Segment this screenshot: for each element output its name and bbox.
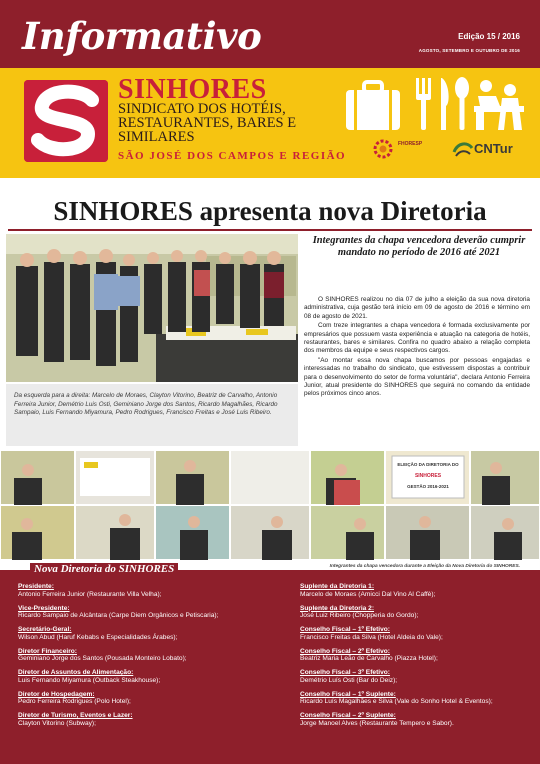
board-member: Conselho Fiscal – 1º Suplente: Ricardo Luís Magalhães e Silva (Vale do Sonho Hotel & Eventos); <box>300 690 493 706</box>
group-photo <box>6 234 298 382</box>
reception-icon <box>474 80 524 130</box>
headline-divider <box>8 229 532 231</box>
board-member: Conselho Fiscal – 2º Efetivo: Beatriz Maria Leão de Carvalho (Piazza Hotel); <box>300 647 438 663</box>
sinhores-logo-icon <box>24 80 108 162</box>
board-member: Suplente da Diretoria 2: José Luiz Ribeiro (Chopperia do Gordo); <box>300 604 419 620</box>
svg-text:ELEIÇÃO DA DIRETORIA DO: ELEIÇÃO DA DIRETORIA DO <box>397 462 459 467</box>
board-title: Nova Diretoria do SINHORES <box>30 563 178 575</box>
org-subtitle: SINDICATO DOS HOTÉIS, RESTAURANTES, BARES E SIMILARES <box>118 101 297 145</box>
edition-number: Edição 15 / 2016 <box>458 32 520 41</box>
board-member: Diretor de Turismo, Eventos e Lazer: Clayton Vitorino (Subway); <box>18 712 133 728</box>
article-body <box>304 296 530 400</box>
edition-date: AGOSTO, SETEMBRO E OUTUBRO DE 2016 <box>418 48 520 53</box>
newsletter-title: Informativo <box>22 14 262 58</box>
board-member: Secretário-Geral: Wilson Abud (Haruf Kebabs e Especialidades Árabes); <box>18 626 178 641</box>
svg-text:GESTÃO 2016-2021: GESTÃO 2016-2021 <box>407 484 449 489</box>
org-region: SÃO JOSÉ DOS CAMPOS E REGIÃO <box>118 150 347 162</box>
board-member: Diretor de Assuntos de Alimentação: Luis Fernando Miyamura (Outback Steakhouse); <box>18 669 161 684</box>
board-member: Diretor de Hospedagem: Pedro Ferreira Rodrigues (Polo Hotel); <box>18 690 131 706</box>
article-paragraph: "Ao montar essa nova chapa buscamos por pessoas engajadas e interessadas no trabalho do sindicato, que estivessem dispostas a contribuir para o desenvolvimento do setor de forma voluntária", declara Antonio Ferreira Junior, atual presidente do SINHORES que seguirá no comando da entidade pelos próximos cinco anos. <box>304 356 530 398</box>
category-icons <box>346 76 526 132</box>
fhoresp-sun-icon <box>372 138 396 160</box>
spoon-icon <box>455 77 469 130</box>
article-paragraph: O SINHORES realizou no dia 07 de julho a eleição da sua nova diretoria administrativa, cuja gestão terá início em 09 de agosto de 2016 e término em 08 de agosto de 2021. <box>304 296 530 320</box>
knife-icon <box>441 78 449 130</box>
election-photo-mosaic <box>0 450 540 560</box>
board-member: Presidente: Antonio Ferreira Junior (Restaurante Villa Velha); <box>18 583 162 598</box>
article-headline: SINHORES apresenta nova Diretoria <box>53 196 487 226</box>
cntur-logo: CNTur <box>452 138 530 160</box>
board-list-right <box>300 583 540 734</box>
board-member: Diretor Financeiro: Geminiano Jorge dos Santos (Pousada Monteiro Lobato); <box>18 647 187 663</box>
mosaic-caption: Integrantes da chapa vencedora durante a Eleição da Nova Diretoria do SINHORES. <box>329 564 520 569</box>
org-name: SINHORES <box>118 74 267 105</box>
fork-icon <box>416 78 431 130</box>
cntur-swoosh-icon <box>452 138 474 160</box>
article-paragraph: Com treze integrantes a chapa vencedora é formada exclusivamente por empresários que possuem vasta experiência e atuação na categoria de hotéis, restaurantes, bares e similares. Confira no quadro abaixo a relação completa dos membros da equipe e seus respectivos cargos. <box>304 322 530 355</box>
board-member: Conselho Fiscal – 3º Efetivo: Demétrio Luís Osti (Bar do Deiz); <box>300 669 398 684</box>
photo-caption: Da esquerda para a direita: Marcelo de Moraes, Clayton Vitorino, Beatriz de Carvalho, Antonio Ferreira Junior, Demétrio Luis Osti, Geminiano Jorge dos Santos, Ricardo Magalhães, Ricardo Sampaio, Luis Fernando Miyamura, Pedro Rodrigues, Francisco Freitas e José Luis Ribeiro. <box>6 384 298 446</box>
board-member: Vice-Presidente: Ricardo Sampaio de Alcântara (Carpe Diem Orgânicos e Petiscaria); <box>18 604 219 620</box>
fhoresp-logo: FHORESP <box>372 138 442 160</box>
board-list-left <box>18 583 268 734</box>
svg-text:SINHORES: SINHORES <box>414 473 442 479</box>
suitcase-icon <box>346 82 400 130</box>
board-member: Conselho Fiscal – 1º Efetivo: Francisco Freitas da Silva (Hotel Aldeia do Vale); <box>300 626 443 641</box>
article-subtitle: Integrantes da chapa vencedora deverão cumprir mandato no período de 2016 até 2021 <box>312 235 526 259</box>
board-member: Conselho Fiscal – 2º Suplente: Jorge Manoel Alves (Restaurante Tempero e Sabor). <box>300 712 454 728</box>
board-member: Suplente da Diretoria 1: Marcelo de Moraes (Amicci Dal Vino Al Caffè); <box>300 583 436 598</box>
